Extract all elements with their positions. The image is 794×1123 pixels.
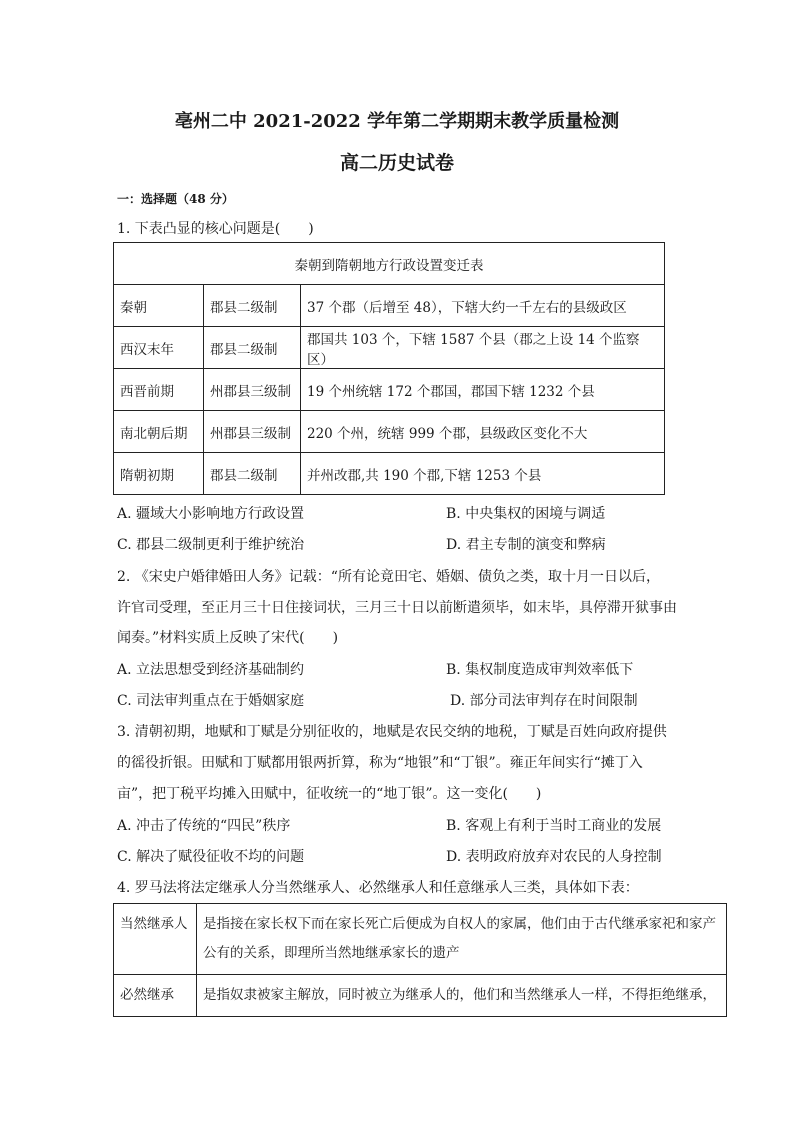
system-cell: 郡县二级制 xyxy=(204,327,301,369)
table-caption-row xyxy=(114,243,665,285)
system-cell: 州郡县三级制 xyxy=(204,411,301,453)
q1-option-d: D. 君主专制的演变和弊病 xyxy=(446,537,606,553)
q4-stem: 4. 罗马法将法定继承人分当然继承人、必然继承人和任意继承人三类，具体如下表： xyxy=(117,880,639,896)
table-caption: 秦朝到隋朝地方行政设置变迁表 xyxy=(114,243,665,285)
era-cell: 秦朝 xyxy=(114,285,204,327)
q3-line-3: 亩”，把丁税平均摊入田赋中，征收统一的“地丁银”。这一变化( ) xyxy=(117,786,542,802)
table-row xyxy=(114,975,727,1017)
table-row xyxy=(114,285,665,327)
detail-cell: 37 个郡（后增至 48），下辖大约一千左右的县级政区 xyxy=(301,285,665,327)
q3-option-c: C. 解决了赋役征收不均的问题 xyxy=(117,849,305,865)
q2-line-3: 闻奏。”材料实质上反映了宋代( ) xyxy=(117,630,339,646)
q2-line-2: 许官司受理，至正月三十日住接词状，三月三十日以前断遣须毕，如末毕，具停滞开狱事由 xyxy=(117,600,677,616)
era-cell: 南北朝后期 xyxy=(114,411,204,453)
q3-option-a: A. 冲击了传统的“四民”秩序 xyxy=(117,818,291,834)
system-cell: 郡县二级制 xyxy=(204,285,301,327)
system-cell: 州郡县三级制 xyxy=(204,369,301,411)
detail-cell: 19 个州统辖 172 个郡国，郡国下辖 1232 个县 xyxy=(301,369,665,411)
q3-line-1: 3. 清朝初期，地赋和丁赋是分别征收的，地赋是农民交纳的地税，丁赋是百姓向政府提供 xyxy=(117,724,667,740)
term-cell: 必然继承 xyxy=(114,975,197,1017)
exam-subtitle: 高二历史试卷 xyxy=(339,152,454,174)
era-cell: 西晋前期 xyxy=(114,369,204,411)
q3-option-b: B. 客观上有利于当时工商业的发展 xyxy=(446,818,662,834)
detail-cell: 220 个州，统辖 999 个郡，县级政区变化不大 xyxy=(301,411,665,453)
desc-cell: 是指奴隶被家主解放，同时被立为继承人的，他们和当然继承人一样，不得拒绝继承， xyxy=(197,975,727,1017)
detail-cell: 郡国共 103 个，下辖 1587 个县（郡之上设 14 个监察区） xyxy=(301,327,665,369)
q1-table xyxy=(113,242,665,495)
system-cell: 郡县二级制 xyxy=(204,453,301,495)
q3-line-2: 的徭役折银。田赋和丁赋都用银两折算，称为“地银”和“丁银”。雍正年间实行“摊丁入 xyxy=(117,755,643,771)
table-row xyxy=(114,411,665,453)
q2-option-a: A. 立法思想受到经济基础制约 xyxy=(117,662,305,678)
desc-cell: 是指接在家长权下而在家长死亡后便成为自权人的家属，他们由于古代继承家祀和家产公有的关系，即理所当然地继承家长的遗产 xyxy=(197,904,727,975)
exam-title: 亳州二中 2021-2022 学年第二学期期末教学质量检测 xyxy=(174,111,620,132)
q4-table xyxy=(113,903,727,1017)
table-row xyxy=(114,453,665,495)
detail-cell: 并州改郡,共 190 个郡,下辖 1253 个县 xyxy=(301,453,665,495)
era-cell: 隋朝初期 xyxy=(114,453,204,495)
era-cell: 西汉末年 xyxy=(114,327,204,369)
q1-option-c: C. 郡县二级制更利于维护统治 xyxy=(117,537,305,553)
q3-option-d: D. 表明政府放弃对农民的人身控制 xyxy=(446,849,662,865)
q1-stem: 1. 下表凸显的核心问题是( ) xyxy=(117,221,314,237)
q1-option-a: A. 疆域大小影响地方行政设置 xyxy=(117,506,305,522)
section-heading: 一：选择题（48 分） xyxy=(117,192,234,206)
table-row xyxy=(114,327,665,369)
table-row xyxy=(114,369,665,411)
q2-option-c: C. 司法审判重点在于婚姻家庭 xyxy=(117,693,305,709)
q2-line-1: 2. 《宋史户婚律婚田人务》记载：“所有论竟田宅、婚姻、债负之类，取十月一日以后， xyxy=(117,569,660,585)
q1-option-b: B. 中央集权的困境与调适 xyxy=(446,506,606,522)
q2-option-b: B. 集权制度造成审判效率低下 xyxy=(446,662,634,678)
term-cell: 当然继承人 xyxy=(114,904,197,975)
q2-option-d: D. 部分司法审判存在时间限制 xyxy=(450,693,638,709)
table-row xyxy=(114,904,727,975)
